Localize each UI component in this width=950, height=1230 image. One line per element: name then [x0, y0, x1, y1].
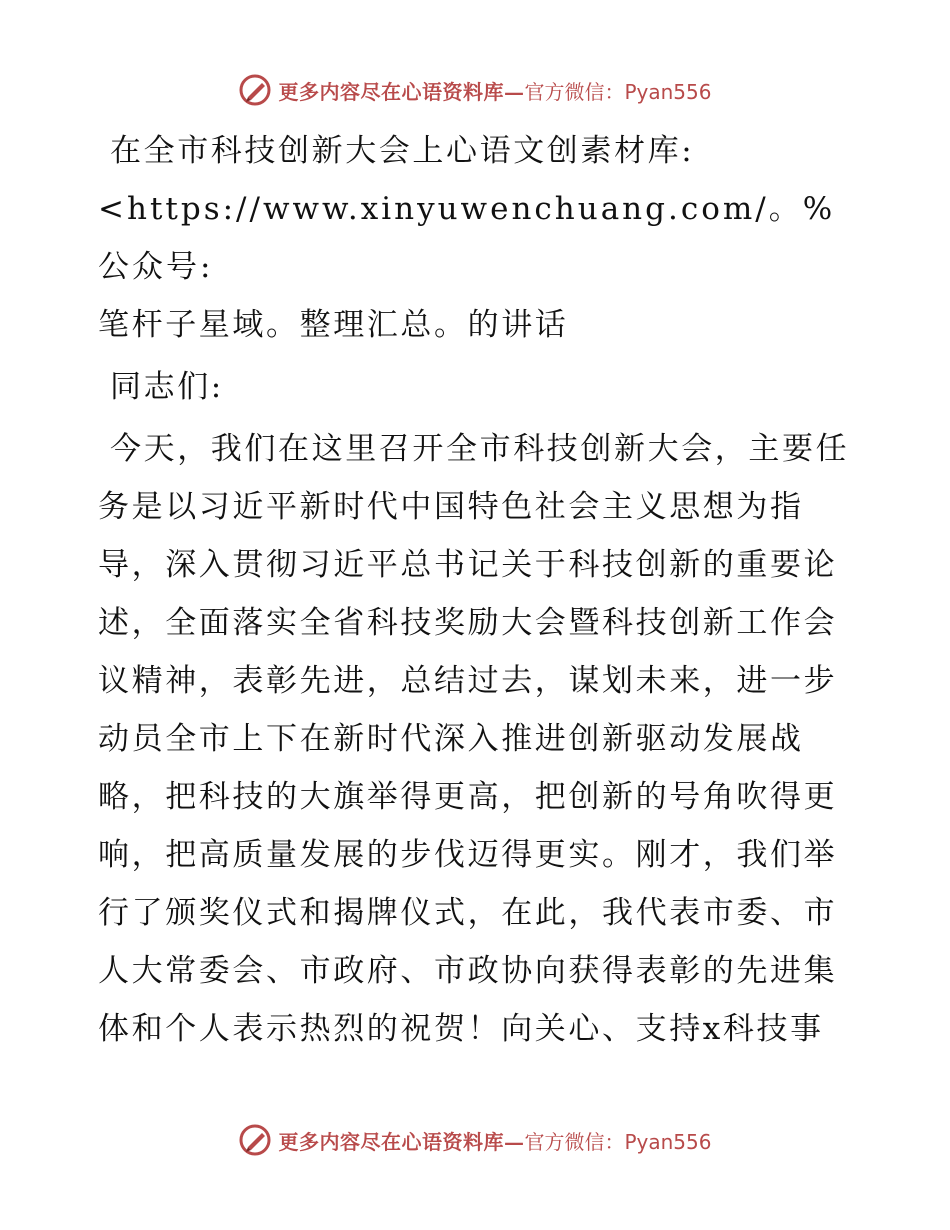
banner-text: 更多内容尽在心语资料库— — [278, 79, 525, 104]
document-title — [98, 122, 858, 354]
banner-wechat: 官方微信：Pyan556 — [524, 1129, 712, 1154]
body-paragraph: 今天，我们在这里召开全市科技创新大会，主要任务是以习近平新时代中国特色社会主义思想为指导，深入贯彻习近平总书记关于科技创新的重要论述，全面落实全省科技奖励大会暨科技创新工作会议精神，表彰先进，总结过去，谋划未来，进一步动员全市上下在新时代深入推进创新驱动发展战略，把科技的大旗举得更高，把创新的号角吹得更响，把高质量发展的步伐迈得更实。刚才，我们举行了颁奖仪式和揭牌仪式，在此，我代表市委、市人大常委会、市政府、市政协向获得表彰的先进集体和个人表示热烈的祝贺！向关心、支持x科技事 — [98, 431, 850, 1047]
title-part-1: 在全市科技创新大会上心语文创素材库: — [110, 133, 695, 169]
banner-text: 更多内容尽在心语资料库— — [278, 1129, 525, 1154]
title-part-2: <https://www.xinyuwenchuang.com/。%公众号: — [98, 191, 836, 285]
title-part-3: 笔杆子星域。整理汇总。的讲话 — [98, 307, 569, 343]
header-banner — [0, 70, 950, 110]
greeting: 同志们: — [110, 369, 224, 405]
banner-wechat: 官方微信：Pyan556 — [524, 79, 712, 104]
footer-banner — [0, 1120, 950, 1160]
document-body — [98, 122, 858, 1058]
pen-logo-icon — [238, 73, 272, 107]
pen-logo-icon — [238, 1123, 272, 1157]
